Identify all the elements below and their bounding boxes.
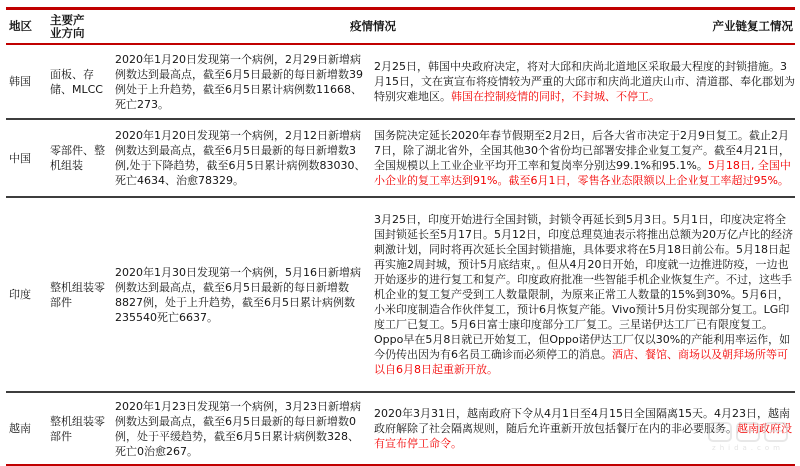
watermark-text: zhida.com: [712, 444, 784, 452]
epidemic-cell: 2020年1月30日发现第一个病例，5月16日新增病例数达到最高点，截至6月5日最新的每日新增数8827例，处于上升趋势，截至6月5日累计病例数235540死亡6637。: [115, 265, 361, 324]
table-row-korea: [6, 45, 795, 120]
industry-cell: 整机组装零部件: [50, 280, 105, 309]
resumption-cell: [374, 210, 795, 379]
header-resumption: 产业链复工情况: [712, 19, 793, 33]
epidemic-cell: 2020年1月20日发现第一个病例，2月29日新增病例数达到最高点，截至6月5日最新的每日新增数39例处于上升趋势，截至6月5日累计病例数11668、死亡273。: [115, 52, 363, 111]
table-row-china: [6, 120, 795, 198]
region-cell: 越南: [9, 422, 31, 435]
header-industry: 主要产业方向: [50, 12, 85, 40]
table-header-row: [6, 10, 795, 45]
resumption-text: 2020年3月31日，越南政府下令从4月1日至4月15日全国隔离15天。4月23日，越南政府解除了社会隔离规则，随后允许重新开放包括餐厅在内的非必要服务。: [374, 407, 790, 435]
resumption-cell: [374, 57, 795, 106]
table-row-india: [6, 198, 795, 393]
industry-cell: 整机组装零部件: [50, 414, 105, 443]
resumption-text: 2月25日，韩国中央政府决定，将对大邱和庆尚北道地区采取最大程度的封锁措施。3月15日，文在寅宣布将疫情较为严重的大邱市和庆尚北道庆山市、清道郡、奉化郡划为特别灾难地区。: [374, 60, 795, 103]
resumption-cell: [374, 126, 795, 190]
epidemic-resumption-table: [6, 7, 795, 466]
resumption-highlight: 5月18日, 全国中小企业的复工率达到91%。截至6月1日，零售各业态限额以上企业复工率超过95%。: [374, 159, 791, 187]
table-row-vietnam: [6, 393, 795, 466]
epidemic-cell: 2020年1月20日发现第一个病例，2月12日新增病例数达到最高点，截至6月5日最新的每日新增数3例,处于下降趋势，截至6月5日累计病例数83030、死亡4634、治愈78329。: [115, 129, 366, 187]
resumption-highlight: 韩国在控制疫情的同时，不封城、不停工。: [451, 90, 660, 103]
region-cell: 中国: [9, 151, 31, 165]
region-cell: 韩国: [9, 75, 31, 88]
resumption-cell: [374, 404, 795, 453]
resumption-highlight: 酒店、餐馆、商场以及朝拜场所等可以自6月8日起重新开放。: [374, 348, 788, 376]
header-epidemic: 疫情情况: [350, 19, 396, 33]
resumption-highlight: 越南政府没有宣布停工命令。: [374, 422, 792, 450]
epidemic-cell: 2020年1月23日发现第一个病例，3月23日新增病例数达到最高点，截至6月5日最新的每日新增数0例，处于平缓趋势，截至6月5日累计病例数328、死亡0治愈267。: [115, 399, 361, 458]
header-region: 地区: [9, 19, 32, 33]
resumption-text: 国务院决定延长2020年春节假期至2月2日，后各大省市决定于2月9日复工。截止2月7日，除了湖北省外，全国其他30个省份均已部署安排企业复工复产。截至4月21日，全国规模以上工业企业平均开工率和复岗率分别达99.1%和95.1%。: [374, 129, 790, 172]
industry-cell: 零部件、整机组装: [50, 144, 105, 172]
region-cell: 印度: [9, 288, 31, 301]
resumption-text: 3月25日，印度开始进行全国封锁，封锁令再延长到5月3日。5月1日，印度决定将全国封锁延长至5月17日。5月12日，印度总理莫迪表示将推出总额为20万亿卢比的经济刺激计划，同时将再次延长全国封锁措施，具体要求将在5月18日前公布。5月18日起再实施2周封城，预计5月底结束，。但从4月20日开始，印度就一边推进防疫，一边也开始逐步的进行复工和复产。印度政府批准一些智能手机企业恢复生产。不过，这些手机企业的复工复产受到工人数量限制，为原来正常工人数量的15%到30%。5月6日，小米印度制造合作伙伴复工，预计6月恢复产能。Vivo预计5月份实现部分复工。LG印度工厂已复工。5月6日富士康印度部分工厂复工。三星诺伊达工厂已有限度复工。Oppo早在5月8日就已开始复工，但Oppo诺伊达工厂仅以30%的产能利用率运作，如今仍传出因为有6名员工确诊而必须停工的消息。: [374, 213, 793, 361]
industry-cell: 面板、存储、MLCC: [50, 67, 103, 96]
